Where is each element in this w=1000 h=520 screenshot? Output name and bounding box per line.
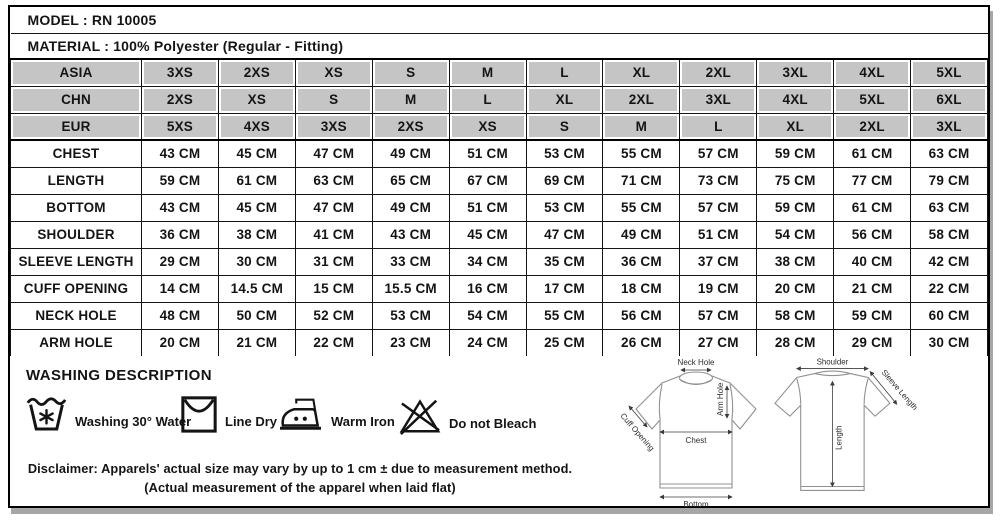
measurement-cell: 56 CM — [603, 302, 680, 329]
measurement-cell: 34 CM — [449, 248, 526, 275]
size-cell: XL — [526, 86, 603, 113]
row-label: ARM HOLE — [11, 329, 142, 356]
size-cell: 3XS — [142, 59, 219, 86]
measurement-cell: 36 CM — [142, 221, 219, 248]
measurement-row-bottom — [11, 194, 988, 221]
measurement-cell: 65 CM — [372, 167, 449, 194]
measurement-cell: 14 CM — [142, 275, 219, 302]
washing-item-warm-iron — [278, 394, 395, 434]
measurement-cell: 51 CM — [680, 221, 757, 248]
material-label: MATERIAL : — [27, 37, 110, 54]
size-table-body — [11, 59, 988, 356]
measurement-row-length — [11, 167, 988, 194]
measurement-cell: 37 CM — [680, 248, 757, 275]
size-cell: M — [372, 86, 449, 113]
front-cuff-opening-label: Cuff Opening — [618, 411, 657, 453]
measurement-cell: 58 CM — [757, 302, 834, 329]
measurement-cell: 57 CM — [680, 302, 757, 329]
measurement-cell: 41 CM — [295, 221, 372, 248]
measurement-cell: 55 CM — [603, 140, 680, 167]
size-cell: S — [526, 113, 603, 140]
measurement-cell: 61 CM — [834, 140, 911, 167]
tshirt-front-diagram — [618, 358, 794, 508]
measurement-cell: 54 CM — [449, 302, 526, 329]
material-value: 100% Polyester (Regular - Fitting) — [113, 37, 344, 54]
measurement-cell: 19 CM — [680, 275, 757, 302]
measurement-cell: 43 CM — [372, 221, 449, 248]
measurement-cell: 20 CM — [142, 329, 219, 356]
washing-item-label: Line Dry — [225, 414, 278, 429]
measurement-cell: 49 CM — [372, 194, 449, 221]
measurement-cell: 63 CM — [911, 140, 988, 167]
size-row-eur — [11, 113, 988, 140]
measurement-cell: 22 CM — [295, 329, 372, 356]
measurement-cell: 59 CM — [757, 194, 834, 221]
size-cell: M — [603, 113, 680, 140]
measurement-row-chest — [11, 140, 988, 167]
measurement-cell: 29 CM — [834, 329, 911, 356]
measurement-cell: 33 CM — [372, 248, 449, 275]
washing-item-wash-30 — [25, 394, 191, 434]
row-label: LENGTH — [11, 167, 142, 194]
row-label: CHEST — [11, 140, 142, 167]
measurement-cell: 49 CM — [603, 221, 680, 248]
model-label: MODEL : — [27, 11, 88, 28]
front-neck-hole-label: Neck Hole — [677, 358, 715, 367]
row-label: EUR — [11, 113, 142, 140]
measurement-row-neck-hole — [11, 302, 988, 329]
model-row — [11, 7, 988, 33]
measurement-row-cuff-opening — [11, 275, 988, 302]
measurement-cell: 69 CM — [526, 167, 603, 194]
size-cell: 2XL — [834, 113, 911, 140]
measurement-cell: 15 CM — [295, 275, 372, 302]
measurement-cell: 23 CM — [372, 329, 449, 356]
size-cell: 4XL — [757, 86, 834, 113]
size-cell: XS — [218, 86, 295, 113]
measurement-cell: 21 CM — [218, 329, 295, 356]
measurement-cell: 57 CM — [680, 140, 757, 167]
size-cell: 2XS — [142, 86, 219, 113]
measurement-cell: 57 CM — [680, 194, 757, 221]
measurement-cell: 22 CM — [911, 275, 988, 302]
measurement-cell: 45 CM — [218, 194, 295, 221]
measurement-cell: 30 CM — [218, 248, 295, 275]
size-cell: 3XL — [911, 113, 988, 140]
measurement-cell: 43 CM — [142, 194, 219, 221]
model-value: RN 10005 — [91, 11, 157, 28]
measurement-cell: 49 CM — [372, 140, 449, 167]
row-label: SLEEVE LENGTH — [11, 248, 142, 275]
measurement-cell: 28 CM — [757, 329, 834, 356]
measurement-cell: 25 CM — [526, 329, 603, 356]
washing-section — [10, 356, 988, 506]
size-cell: S — [372, 59, 449, 86]
measurement-cell: 58 CM — [911, 221, 988, 248]
measurement-cell: 21 CM — [834, 275, 911, 302]
measurement-cell: 38 CM — [757, 248, 834, 275]
row-label: NECK HOLE — [11, 302, 142, 329]
washing-item-do-not-bleach — [398, 394, 536, 436]
measurement-cell: 51 CM — [449, 140, 526, 167]
size-cell: 5XL — [911, 59, 988, 86]
measurement-cell: 54 CM — [757, 221, 834, 248]
front-arm-hole-label: Arm Hole — [716, 382, 725, 416]
measurement-cell: 27 CM — [680, 329, 757, 356]
size-cell: XS — [449, 113, 526, 140]
measurement-cell: 67 CM — [449, 167, 526, 194]
front-chest-label: Chest — [685, 436, 707, 445]
measurement-cell: 63 CM — [295, 167, 372, 194]
row-label: SHOULDER — [11, 221, 142, 248]
measurement-cell: 48 CM — [142, 302, 219, 329]
back-sleeve-length-label: Sleeve Length — [879, 367, 920, 413]
measurement-cell: 47 CM — [295, 194, 372, 221]
front-bottom-label: Bottom — [683, 500, 709, 508]
row-label: BOTTOM — [11, 194, 142, 221]
measurement-row-sleeve-length — [11, 248, 988, 275]
size-row-asia — [11, 59, 988, 86]
measurement-cell: 40 CM — [834, 248, 911, 275]
row-label: ASIA — [11, 59, 142, 86]
row-label: CHN — [11, 86, 142, 113]
washing-item-label: Do not Bleach — [449, 416, 537, 431]
material-row — [11, 33, 988, 59]
size-cell: 3XL — [680, 86, 757, 113]
washing-item-label: Washing 30° Water — [75, 414, 192, 429]
measurement-cell: 61 CM — [218, 167, 295, 194]
size-cell: 5XL — [834, 86, 911, 113]
size-cell: S — [295, 86, 372, 113]
measurement-cell: 15.5 CM — [372, 275, 449, 302]
measurement-cell: 30 CM — [911, 329, 988, 356]
warm-iron-icon — [278, 394, 324, 434]
measurement-cell: 60 CM — [911, 302, 988, 329]
row-label: CUFF OPENING — [11, 275, 142, 302]
measurement-row-arm-hole — [11, 329, 988, 356]
measurement-cell: 50 CM — [218, 302, 295, 329]
size-cell: 2XS — [218, 59, 295, 86]
measurement-cell: 51 CM — [449, 194, 526, 221]
washing-item-line-dry — [180, 394, 277, 434]
measurement-cell: 17 CM — [526, 275, 603, 302]
measurement-cell: 18 CM — [603, 275, 680, 302]
washing-item-label: Warm Iron — [331, 414, 395, 429]
measurement-cell: 61 CM — [834, 194, 911, 221]
size-cell: 6XL — [911, 86, 988, 113]
measurement-cell: 53 CM — [372, 302, 449, 329]
measurement-cell: 43 CM — [142, 140, 219, 167]
size-cell: 3XS — [295, 113, 372, 140]
measurement-cell: 24 CM — [449, 329, 526, 356]
measurement-row-shoulder — [11, 221, 988, 248]
measurement-cell: 77 CM — [834, 167, 911, 194]
measurement-cell: 59 CM — [142, 167, 219, 194]
size-cell: L — [526, 59, 603, 86]
disclaimer — [10, 459, 590, 497]
size-cell: 4XL — [834, 59, 911, 86]
measurement-cell: 55 CM — [526, 302, 603, 329]
measurement-cell: 36 CM — [603, 248, 680, 275]
measurement-cell: 31 CM — [295, 248, 372, 275]
size-cell: XL — [757, 113, 834, 140]
measurement-cell: 63 CM — [911, 194, 988, 221]
size-cell: 2XL — [680, 59, 757, 86]
size-row-chn — [11, 86, 988, 113]
washing-title: WASHING DESCRIPTION — [26, 367, 212, 384]
size-cell: 2XL — [603, 86, 680, 113]
measurement-cell: 71 CM — [603, 167, 680, 194]
measurement-cell: 14.5 CM — [218, 275, 295, 302]
measurement-cell: 20 CM — [757, 275, 834, 302]
measurement-cell: 47 CM — [526, 221, 603, 248]
measurement-cell: 52 CM — [295, 302, 372, 329]
size-chart-sheet — [8, 5, 990, 508]
size-table — [10, 7, 988, 357]
size-cell: L — [449, 86, 526, 113]
size-cell: XL — [603, 59, 680, 86]
size-cell: L — [680, 113, 757, 140]
size-cell: 4XS — [218, 113, 295, 140]
measurement-cell: 29 CM — [142, 248, 219, 275]
measurement-cell: 79 CM — [911, 167, 988, 194]
measurement-cell: 59 CM — [757, 140, 834, 167]
measurement-cell: 75 CM — [757, 167, 834, 194]
tshirt-back-diagram — [770, 356, 988, 508]
line-dry-icon — [180, 394, 218, 434]
measurement-cell: 59 CM — [834, 302, 911, 329]
measurement-cell: 56 CM — [834, 221, 911, 248]
size-cell: XS — [295, 59, 372, 86]
measurement-cell: 73 CM — [680, 167, 757, 194]
back-shoulder-label: Shoulder — [816, 357, 849, 367]
measurement-cell: 55 CM — [603, 194, 680, 221]
measurement-cell: 45 CM — [218, 140, 295, 167]
measurement-cell: 45 CM — [449, 221, 526, 248]
measurement-cell: 35 CM — [526, 248, 603, 275]
back-length-label: Length — [834, 425, 844, 450]
measurement-cell: 53 CM — [526, 140, 603, 167]
measurement-cell: 38 CM — [218, 221, 295, 248]
measurement-cell: 16 CM — [449, 275, 526, 302]
size-cell: 2XS — [372, 113, 449, 140]
do-not-bleach-icon — [398, 394, 442, 436]
measurement-cell: 26 CM — [603, 329, 680, 356]
disclaimer-line1: Disclaimer: Apparels' actual size may vary by up to 1 cm ± due to measurement method. — [27, 461, 573, 476]
measurement-cell: 42 CM — [911, 248, 988, 275]
size-cell: 5XS — [142, 113, 219, 140]
measurement-cell: 53 CM — [526, 194, 603, 221]
size-cell: 3XL — [757, 59, 834, 86]
measurement-cell: 47 CM — [295, 140, 372, 167]
washing-30-water-icon — [25, 394, 68, 434]
size-cell: M — [449, 59, 526, 86]
disclaimer-line2: (Actual measurement of the apparel when laid flat) — [144, 480, 456, 495]
